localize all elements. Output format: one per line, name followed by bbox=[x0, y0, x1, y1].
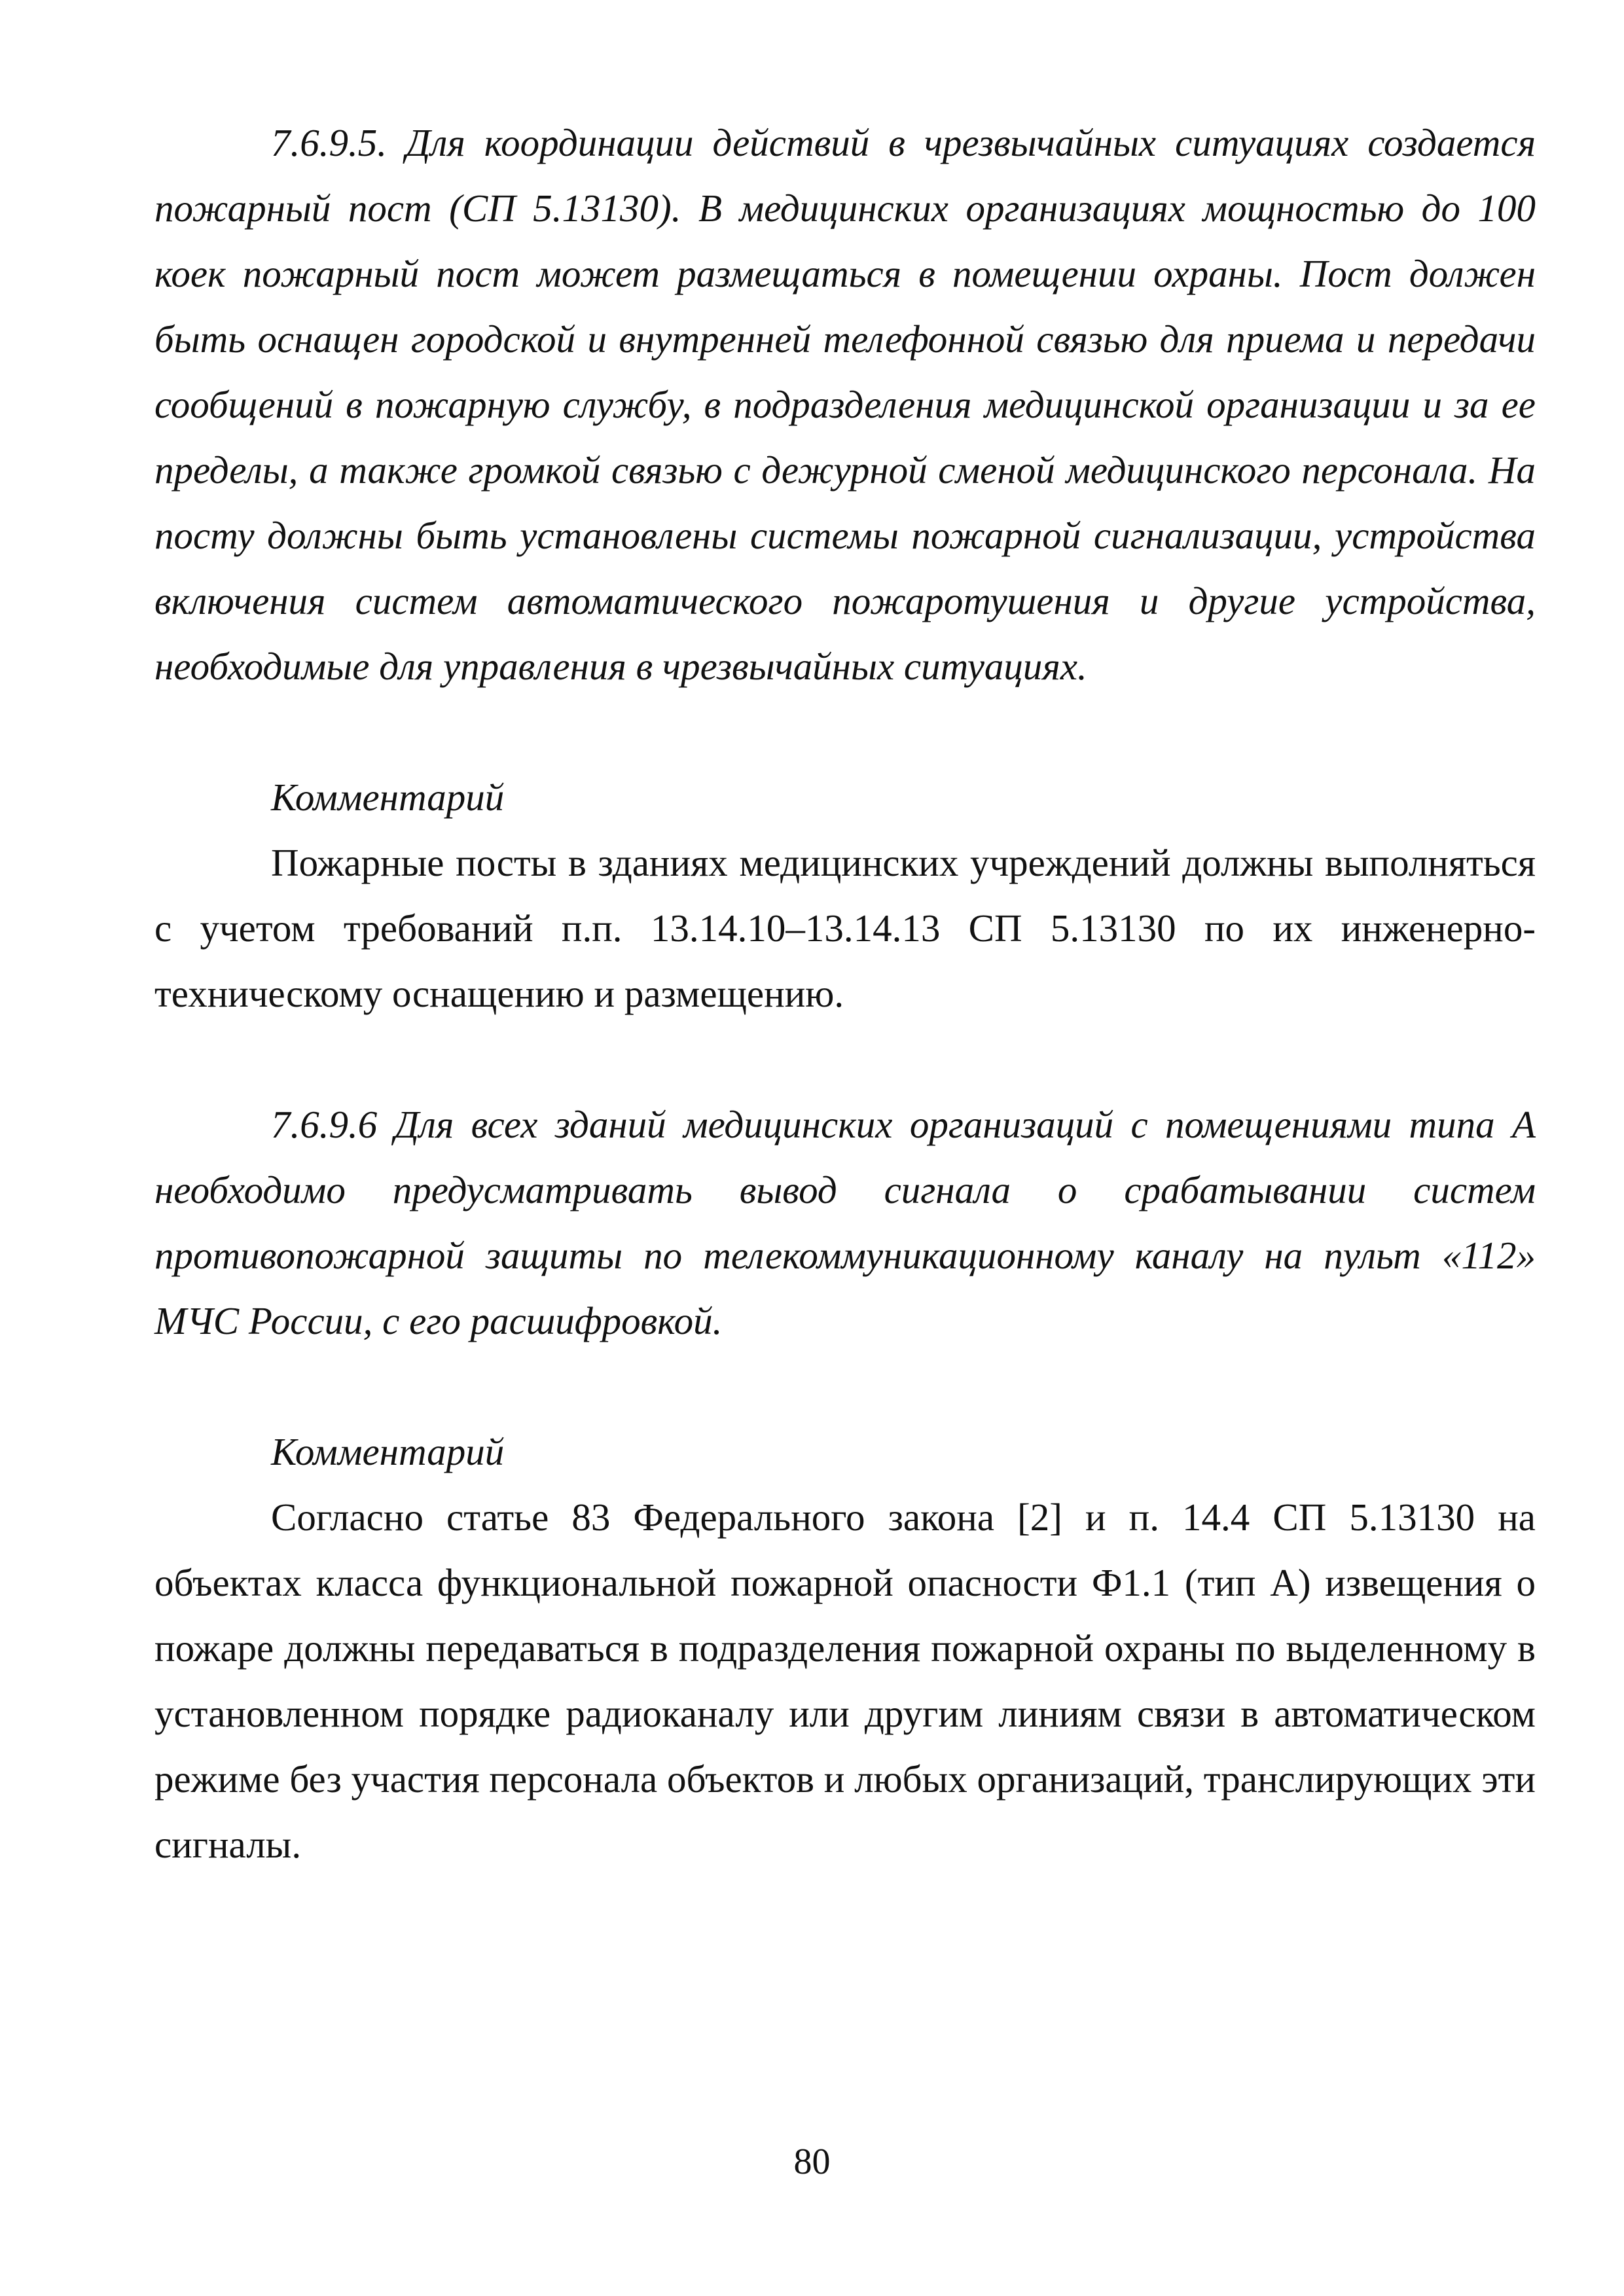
spacer bbox=[154, 1026, 1536, 1092]
spacer bbox=[154, 699, 1536, 764]
page-number: 80 bbox=[793, 2142, 831, 2182]
comment-text-1: Пожарные посты в зданиях медицинских учреждений должны выполняться с учетом требований п.п. 13.14.10–13.14.13 СП 5.13130 по их инженерно-техническому оснащению и размещению. bbox=[154, 841, 1536, 1015]
clause-7-6-9-5: 7.6.9.5. Для координации действий в чрезвычайных ситуациях создается пожарный пост (СП 5.13130). В медицинских организациях мощностью до 100 коек пожарный пост может размещаться в помещении охраны. Пост должен быть оснащен городской и внутренней телефонной связью для приема и передачи сообщений в пожарную службу, в подразделения медицинской организации и за ее пределы, а также громкой связью с дежурной сменой медицинского персонала. На посту должны быть установлены системы пожарной сигнализации, устройства включения систем автоматического пожаротушения и другие устройства, необходимые для управления в чрезвычайных ситуациях. bbox=[154, 121, 1536, 688]
comment-text-2: Согласно статье 83 Федерального закона [2] и п. 14.4 СП 5.13130 на объектах класса функциональной пожарной опасности Ф1.1 (тип А) извещения о пожаре должны передаваться в подразделения пожарной охраны по выделенному в установленном порядке радиоканалу или другим линиям связи в автоматическом режиме без участия персонала объектов и любых организаций, транслирующих эти сигналы. bbox=[154, 1496, 1536, 1866]
comment-label-1: Комментарий bbox=[271, 776, 505, 819]
spacer bbox=[154, 1354, 1536, 1419]
clause-7-6-9-6: 7.6.9.6 Для всех зданий медицинских организаций с помещениями типа А необходимо предусматривать вывод сигнала о срабатывании систем противопожарной защиты по телекоммуникационному каналу на пульт «112» МЧС России, с его расшифровкой. bbox=[154, 1103, 1536, 1342]
page-content bbox=[154, 110, 1536, 1877]
comment-label-2: Комментарий bbox=[271, 1430, 505, 1473]
